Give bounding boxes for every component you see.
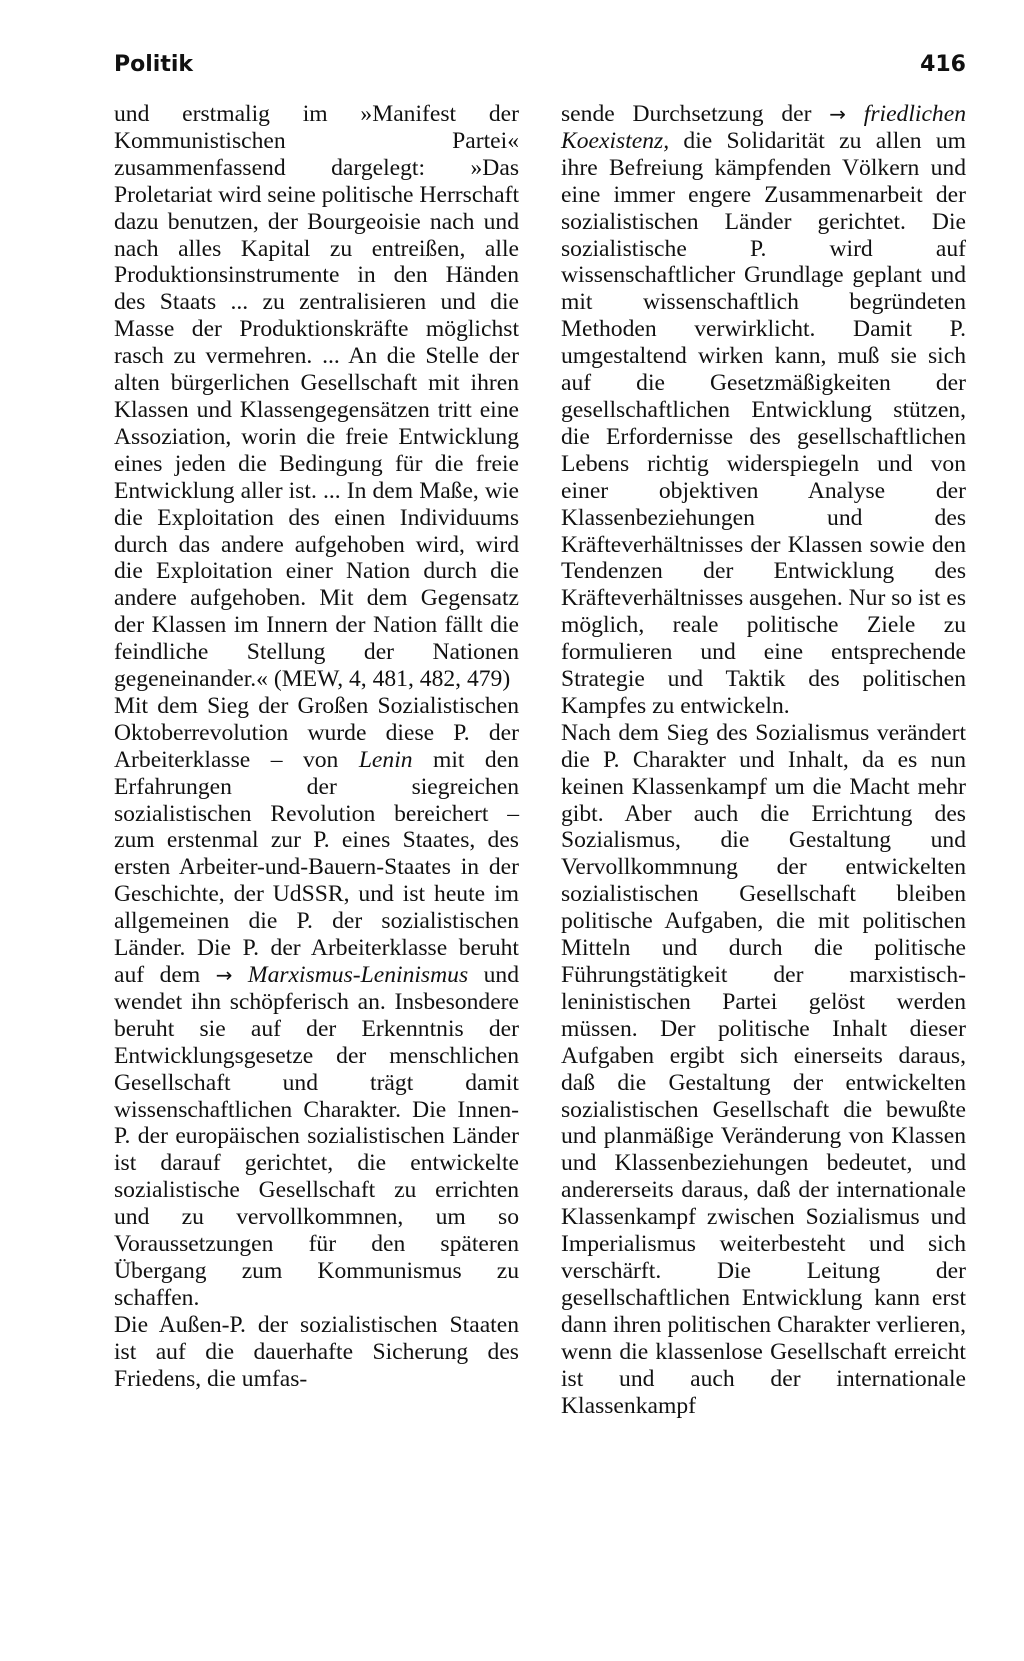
cross-reference-arrow-icon: → bbox=[829, 102, 846, 126]
left-column bbox=[114, 101, 519, 1393]
cross-reference-friedliche-koexistenz: friedlichen Koexistenz, bbox=[561, 101, 966, 154]
text-run: die Solidarität zu allen um ihre Befreiung kämpfenden Völkern und eine immer engere Zusammenarbeit der sozialistischen Länder gerichtet. Die sozialistische P. wird auf wissenschaftlicher Grundlage geplant und mit wissenschaftlich begründeten Methoden verwirklicht. Damit P. umgestaltend wirken kann, muß sie sich auf die Gesetzmäßigkeiten der gesellschaftlichen Entwicklung stützen, die Erfordernisse des gesellschaftlichen Lebens richtig widerspiegeln und von einer objektiven Analyse der Klassenbeziehungen und des Kräfteverhältnisses der Klassen sowie den Tendenzen der Entwicklung des Kräfteverhältnisses ausgehen. Nur so ist es möglich, reale politische Ziele zu formulieren und eine entsprechende Strategie und Taktik des politischen Kampfes zu entwickeln. bbox=[561, 127, 966, 719]
cross-reference-marxismus-leninismus: Marxismus-Leninismus bbox=[247, 962, 469, 988]
page-header bbox=[114, 52, 966, 86]
page-number: 416 bbox=[920, 52, 966, 77]
cross-reference-arrow-icon: → bbox=[215, 963, 233, 987]
paragraph-manifest: und erstmalig im »Manifest der Kommunistischen Partei« zusammenfassend dargelegt: »Das Proletariat wird seine politische Herrschaft dazu benutzen, der Bourgeoisie nach und nach alles Kapital zu entreißen, alle Produktionsinstrumente in den Händen des Staats ... zu zentralisieren und die Masse der Produktionskräfte möglichst rasch zu vermehren. ... An die Stelle der alten bürgerlichen Gesellschaft mit ihren Klassen und Klassengegensätzen tritt eine Assoziation, worin die freie Entwicklung eines jeden die Bedingung für die freie Entwicklung aller ist. ... In dem Maße, wie die Exploitation des einen Individuums durch das andere aufgehoben wird, wird die Exploitation einer Nation durch die andere aufgehoben. Mit dem Gegensatz der Klassen im Innern der Nation fällt die feindliche Stellung der Nationen gegeneinander.« (MEW, 4, 481, 482, 479) bbox=[114, 101, 519, 693]
right-column bbox=[561, 101, 966, 1419]
text-run: sende Durchsetzung der bbox=[561, 101, 830, 127]
paragraph-aussenpolitik: Die Außen-P. der sozialistischen Staaten ist auf die dauerhafte Sicherung des Friedens, die umfas- bbox=[114, 1311, 519, 1392]
text-run: mit den Erfahrungen der siegreichen sozialistischen Revolution bereichert – zum erstenmal zur P. eines Staates, des ersten Arbeiter-und-Bauern-Staates in der Geschichte, der UdSSR, und ist heute im allgemeinen die P. der sozialistischen Länder. Die P. der Arbeiterklasse beruht auf dem bbox=[114, 746, 519, 988]
paragraph-sieg-sozialismus: Nach dem Sieg des Sozialismus verändert die P. Charakter und Inhalt, da es nun keinen Klassenkampf um die Macht mehr gibt. Aber auch die Errichtung des Sozialismus, die Gestaltung und Vervollkommnung der entwickelten sozialistischen Gesellschaft bleiben politische Aufgaben, die mit politischen Mitteln und durch die politische Führungstätigkeit der marxistisch-leninistischen Partei gelöst werden müssen. Der politische Inhalt dieser Aufgaben ergibt sich einerseits daraus, daß die Gestaltung der entwickelten sozialistischen Gesellschaft die bewußte und planmäßige Veränderung von Klassen und Klassenbeziehungen bedeutet, und andererseits daraus, daß der internationale Klassenkampf zwischen Sozialismus und Imperialismus weiterbesteht und sich verschärft. Die Leitung der gesellschaftlichen Entwicklung kann erst dann ihren politischen Charakter verlieren, wenn die klassenlose Gesellschaft erreicht ist und auch der internationale Klassenkampf bbox=[561, 719, 966, 1419]
paragraph-oktoberrevolution bbox=[114, 693, 519, 1312]
paragraph-koexistenz bbox=[561, 101, 966, 720]
term-lenin: Lenin bbox=[358, 746, 413, 773]
section-title: Politik bbox=[114, 52, 194, 77]
text-run: Mit dem Sieg der Großen Sozialistischen Oktoberrevolution wurde diese P. der Arbeiterklasse – von bbox=[114, 692, 519, 773]
text-run: und wendet ihn schöpferisch an. Insbesondere beruht sie auf der Erkenntnis der Entwicklungsgesetze der menschlichen Gesellschaft und trägt damit wissenschaftlichen Charakter. Die Innen-P. der europäischen sozialistischen Länder ist darauf gerichtet, die entwickelte sozialistische Gesellschaft zu errichten und zu vervollkommnen, um so Voraussetzungen für den späteren Übergang zum Kommunismus zu schaffen. bbox=[114, 962, 519, 1311]
